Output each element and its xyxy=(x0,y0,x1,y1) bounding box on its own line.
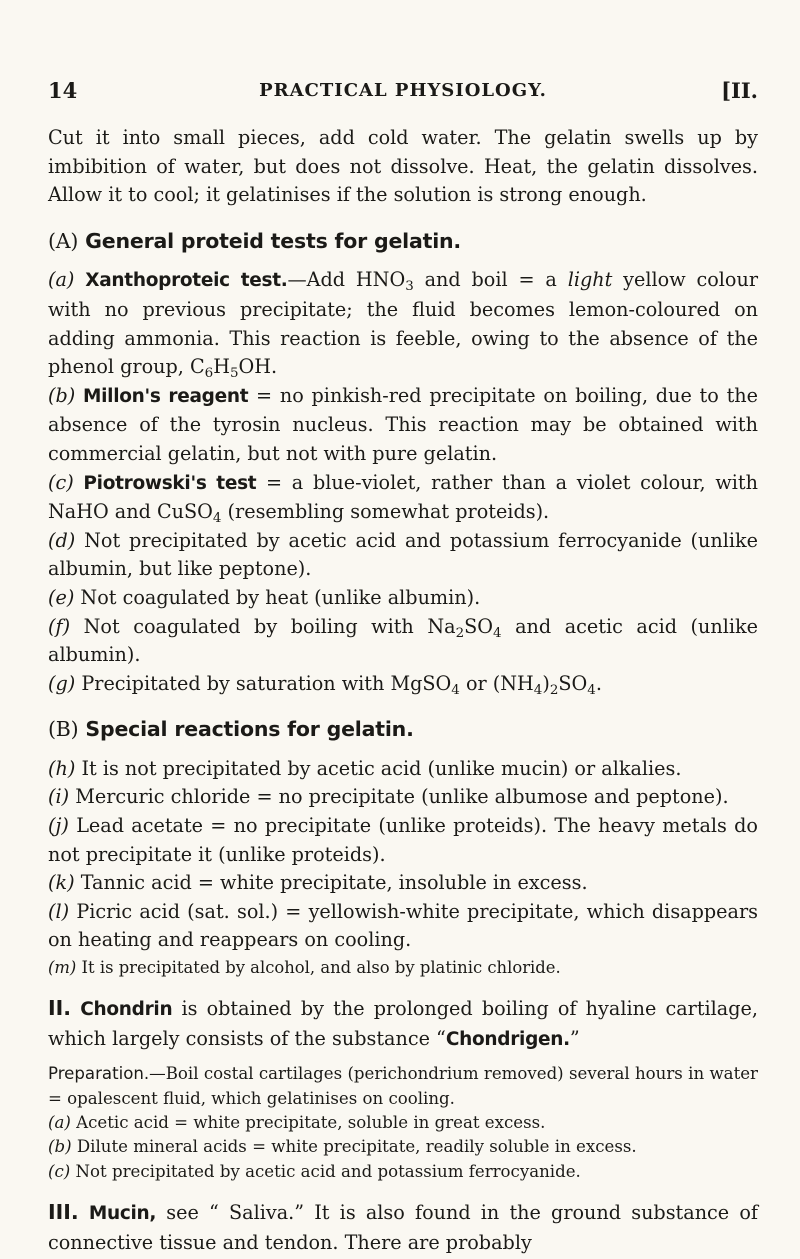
item-h xyxy=(48,755,758,784)
item-l xyxy=(48,898,758,955)
item-label: (f) xyxy=(48,614,71,638)
page-body xyxy=(48,124,758,1257)
page-header xyxy=(48,76,758,106)
item-text: and boil = a xyxy=(413,268,568,292)
item-label: (b) xyxy=(48,1137,72,1157)
closing-quote: ” xyxy=(569,1026,580,1050)
item-text: Tannic acid = white precipitate, insoluble in excess. xyxy=(74,871,588,895)
mucin-paragraph xyxy=(48,1198,758,1257)
item-text: OH. xyxy=(238,355,278,379)
section-b-heading xyxy=(48,715,758,744)
item-text: Precipitated by saturation with MgSO xyxy=(75,671,452,695)
item-text: and acetic acid (unlike albumin). xyxy=(48,614,759,667)
item-e xyxy=(48,584,758,613)
section-a-heading xyxy=(48,227,758,256)
item-label: (d) xyxy=(48,528,76,552)
chondrin-item-b xyxy=(48,1135,758,1159)
item-b xyxy=(48,382,758,469)
section-marker: [II. xyxy=(721,78,758,103)
item-a xyxy=(48,266,758,381)
item-text: (resembling somewhat proteids). xyxy=(221,500,550,524)
running-title: PRACTICAL PHYSIOLOGY. xyxy=(259,80,547,101)
item-text: SO xyxy=(464,614,493,638)
subscript: 4 xyxy=(533,682,543,698)
subscript: 2 xyxy=(455,625,465,641)
item-text: —Add HNO xyxy=(287,268,406,292)
item-f xyxy=(48,613,758,670)
item-label: (i) xyxy=(48,785,70,809)
intro-paragraph: Cut it into small pieces, add cold water. The gelatin swells up by imbibition of water, but does not dissolve. Heat, the gelatin dissolves. Allow it to cool; it gelatinises if the solution is strong enough. xyxy=(48,126,758,207)
item-k xyxy=(48,869,758,898)
item-i xyxy=(48,783,758,812)
chondrin-numeral: II. xyxy=(48,996,72,1021)
subscript: 4 xyxy=(587,682,596,698)
term-xanthoproteic: Xanthoproteic test. xyxy=(85,270,288,292)
item-label: (k) xyxy=(48,871,75,895)
item-text: Not coagulated by boiling with Na xyxy=(70,614,456,638)
term-chondrigen: Chondrigen. xyxy=(445,1028,570,1050)
subscript: 4 xyxy=(493,625,502,641)
item-label: (h) xyxy=(48,756,76,780)
chondrin-text: is obtained by the prolonged boiling of hyaline cartilage, which largely consists of the substance “ xyxy=(48,997,758,1050)
item-label: (m) xyxy=(48,958,77,978)
item-text: It is not precipitated by acetic acid (unlike mucin) or alkalies. xyxy=(75,756,682,780)
item-text: Not precipitated by acetic acid and potassium ferrocyanide. xyxy=(70,1161,581,1181)
item-label: (a) xyxy=(48,268,75,292)
chondrin-item-a xyxy=(48,1111,758,1135)
item-j xyxy=(48,812,758,869)
item-text: Not coagulated by heat (unlike albumin). xyxy=(74,585,481,609)
item-text: Acetic acid = white precipitate, soluble in great excess. xyxy=(70,1113,546,1133)
preparation-label: Preparation. xyxy=(48,1064,150,1084)
section-a-label: (A) xyxy=(48,228,79,253)
section-b-label: (B) xyxy=(48,717,79,742)
item-text: Dilute mineral acids = white precipitate, readily soluble in excess. xyxy=(71,1137,637,1157)
term-millons-reagent: Millon's reagent xyxy=(83,385,249,407)
subscript: 2 xyxy=(549,682,559,698)
subscript: 3 xyxy=(405,279,414,295)
item-d xyxy=(48,527,758,584)
item-label: (b) xyxy=(48,383,76,407)
mucin-numeral: III. xyxy=(48,1200,79,1225)
chondrin-item-c xyxy=(48,1160,758,1184)
item-text: Mercuric chloride = no precipitate (unlike albumose and peptone). xyxy=(69,785,729,809)
term-chondrin: Chondrin xyxy=(80,999,173,1021)
emphasis: light xyxy=(567,268,613,292)
chondrin-paragraph xyxy=(48,994,758,1054)
item-text: SO xyxy=(558,671,588,695)
section-a-title: General proteid tests for gelatin. xyxy=(85,228,462,253)
preparation-paragraph xyxy=(48,1062,758,1111)
item-text: = no pinkish-red precipitate on boiling, due to the absence of the tyrosin nucleus. This reaction may be obtained with commercial gelatin, but not with pure gelatin. xyxy=(48,383,758,465)
book-page xyxy=(48,0,758,1259)
item-text: . xyxy=(595,671,602,695)
item-text: or (NH xyxy=(459,671,534,695)
item-text: yellow colour with no previous precipitate; the fluid becomes lemon-coloured on adding ammonia. This reaction is feeble, owing to the absence of the phenol group, C xyxy=(48,268,758,379)
item-m xyxy=(48,955,758,980)
item-label: (e) xyxy=(48,585,75,609)
item-text: Picric acid (sat. sol.) = yellowish-white precipitate, which disappears on heating and reappears on cooling. xyxy=(48,899,758,952)
item-text: Lead acetate = no precipitate (unlike proteids). The heavy metals do not precipitate it (unlike proteids). xyxy=(48,814,758,866)
item-text: H xyxy=(213,355,230,379)
subscript: 6 xyxy=(204,366,214,382)
subscript: 4 xyxy=(451,682,460,698)
item-label: (c) xyxy=(48,470,74,494)
item-text: Not precipitated by acetic acid and potassium ferrocyanide (unlike albumin, but like peptone). xyxy=(48,528,758,581)
section-b-title: Special reactions for gelatin. xyxy=(85,717,414,742)
item-g xyxy=(48,670,758,699)
item-text: = a blue-violet, rather than a violet colour, with NaHO and CuSO xyxy=(48,470,758,524)
term-mucin: Mucin, xyxy=(88,1203,157,1225)
subscript: 4 xyxy=(212,511,222,527)
item-label: (l) xyxy=(48,899,70,923)
page-number: 14 xyxy=(48,78,78,103)
item-label: (a) xyxy=(48,1113,71,1133)
item-label: (j) xyxy=(48,814,69,838)
item-c xyxy=(48,469,758,527)
preparation-text: —Boil costal cartilages (perichondrium removed) several hours in water = opalescent fluid, which gelatinises on cooling. xyxy=(48,1064,758,1108)
subscript: 5 xyxy=(229,366,239,382)
item-label: (c) xyxy=(48,1161,71,1181)
item-text: ) xyxy=(542,671,550,695)
item-label: (g) xyxy=(48,671,76,695)
term-piotrowski: Piotrowski's test xyxy=(83,472,257,494)
mucin-text: see “ Saliva.” It is also found in the ground substance of connective tissue and tendon. There are probably xyxy=(48,1201,758,1254)
item-text: It is precipitated by alcohol, and also by platinic chloride. xyxy=(76,958,561,978)
